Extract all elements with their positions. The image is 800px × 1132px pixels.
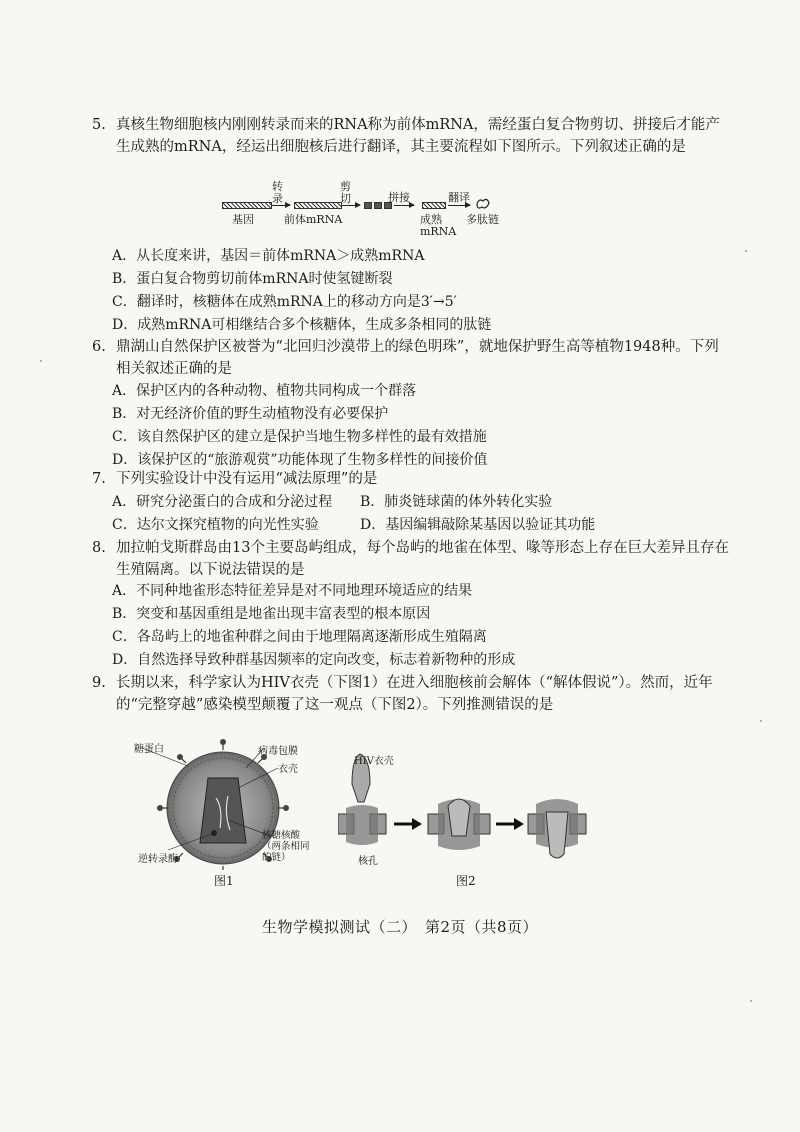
peptide-label: 多肽链 <box>466 213 499 226</box>
option-a: A．保护区内的各种动物、植物共同构成一个群落 <box>112 383 417 399</box>
question-stem: 下列实验设计中没有运用“减法原理”的是 <box>116 471 378 487</box>
option-a: A．研究分泌蛋白的合成和分泌过程 <box>112 494 333 510</box>
option-a: A．不同种地雀形态特征差异是对不同地理环境适应的结果 <box>112 583 473 599</box>
option-b: B．蛋白复合物剪切前体mRNA时使氢键断裂 <box>112 271 393 287</box>
scan-speck <box>745 250 747 252</box>
translate-label: 翻译 <box>448 191 470 204</box>
pre-mrna-label: 前体mRNA <box>284 213 343 226</box>
option-c: C．达尔文探究植物的向光性实验 <box>112 517 319 533</box>
question-number: 8. <box>92 540 106 556</box>
question-number: 9. <box>92 675 106 691</box>
option-c: C．该自然保护区的建立是保护当地生物多样性的最有效措施 <box>112 429 487 445</box>
segment <box>364 202 372 209</box>
question-5 <box>92 114 732 158</box>
option-c: C．各岛屿上的地雀种群之间由于地理隔离逐渐形成生殖隔离 <box>112 629 487 645</box>
option-a: A．从长度来讲，基因＝前体mRNA＞成熟mRNA <box>112 248 425 264</box>
option-b: B．对无经济价值的野生动植物没有必要保护 <box>112 406 389 422</box>
question-stem: 鼎湖山自然保护区被誉为“北回归沙漠带上的绿色明珠”，就地保护野生高等植物1948种。下列相关叙述正确的是 <box>116 339 719 377</box>
label-glycoprotein: 糖蛋白 <box>134 744 164 755</box>
label-rna-line: 核糖核酸 <box>262 830 301 841</box>
figure-1-caption: 图1 <box>214 874 234 888</box>
arrow <box>448 205 470 206</box>
question-number: 7. <box>92 471 106 487</box>
splice-label: 拼接 <box>388 191 410 204</box>
cut-label: 剪切 <box>340 180 351 205</box>
option-b: B．突变和基因重组是地雀出现丰富表型的根本原因 <box>112 606 431 622</box>
arrow <box>394 205 414 206</box>
question-stem: 加拉帕戈斯群岛由13个主要岛屿组成，每个岛屿的地雀在体型、喙等形态上存在巨大差异且存在生殖隔离。以下说法错误的是 <box>116 540 729 578</box>
question-9 <box>92 672 732 716</box>
label-capsid: 衣壳 <box>278 764 298 775</box>
option-d: D．自然选择导致种群基因频率的定向改变，标志着新物种的形成 <box>112 652 516 668</box>
option-b: B．肺炎链球菌的体外转化实验 <box>360 494 553 510</box>
page-footer: 生物学模拟测试（二） 第2页（共8页） <box>261 918 539 936</box>
segment <box>374 202 382 209</box>
question-number: 6. <box>92 339 106 355</box>
label-rna-line: （两条相同 <box>262 841 310 852</box>
mrna-flow-diagram <box>222 178 562 248</box>
gene-bar <box>222 202 272 209</box>
label-nuclear-pore: 核孔 <box>358 856 378 867</box>
mature-mrna-label: 成熟mRNA <box>420 213 457 238</box>
pre-mrna-bar <box>294 202 342 209</box>
question-7 <box>92 468 732 490</box>
label-rna-line: 的链） <box>262 852 291 863</box>
label-rna <box>262 830 310 863</box>
question-6 <box>92 336 732 380</box>
option-d: D．成熟mRNA可相继结合多个核糖体，生成多条相同的肽链 <box>112 317 492 333</box>
mature-mrna-bar <box>422 202 446 209</box>
question-8 <box>92 537 732 581</box>
label-hiv-capsid: HIV衣壳 <box>354 756 394 767</box>
option-d: D．该保护区的“旅游观赏”功能体现了生物多样性的间接价值 <box>112 452 488 468</box>
scan-speck <box>750 1000 752 1002</box>
transcribe-label: 转录 <box>272 180 283 205</box>
arrow <box>342 205 360 206</box>
label-envelope: 病毒包膜 <box>258 746 298 757</box>
arrow <box>272 205 290 206</box>
option-c: C．翻译时，核糖体在成熟mRNA上的移动方向是3′→5′ <box>112 294 457 310</box>
scan-speck <box>760 720 762 722</box>
gene-label: 基因 <box>232 213 254 226</box>
question-stem: 真核生物细胞核内刚刚转录而来的RNA称为前体mRNA，需经蛋白复合物剪切、拼接后才能产生成熟的mRNA，经运出细胞核后进行翻译，其主要流程如下图所示。下列叙述正确的是 <box>116 117 720 155</box>
question-stem: 长期以来，科学家认为HIV衣壳（下图1）在进入细胞核前会解体（“解体假说”）。然而，近年的“完整穿越”感染模型颠覆了这一观点（下图2）。下列推测错误的是 <box>116 675 713 713</box>
figure-2-caption: 图2 <box>456 874 476 888</box>
question-number: 5. <box>92 117 106 133</box>
polypeptide-icon <box>474 196 492 212</box>
label-reverse-transcriptase: 逆转录酶 <box>138 854 178 865</box>
scan-speck <box>40 360 42 362</box>
option-d: D．基因编辑敲除某基因以验证其功能 <box>360 517 596 533</box>
